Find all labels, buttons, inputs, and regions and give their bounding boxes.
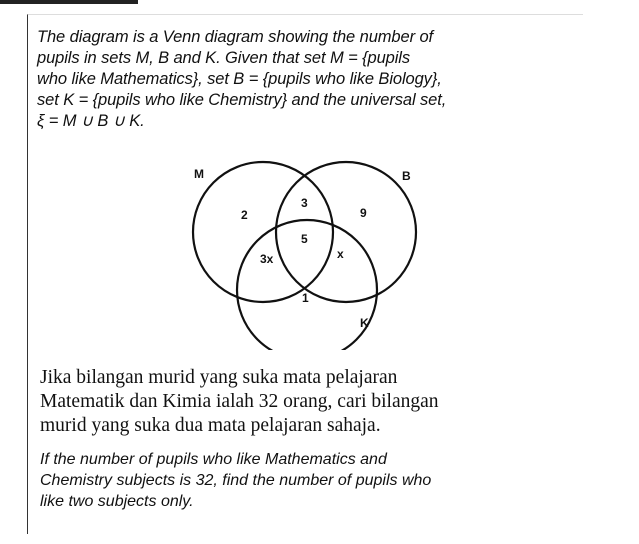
region-b-and-k: x: [337, 247, 344, 261]
english-line: If the number of pupils who like Mathematics and: [40, 451, 387, 468]
region-b-only: 9: [360, 206, 367, 220]
venn-diagram: [170, 150, 440, 350]
set-label-b: B: [402, 169, 411, 183]
region-m-only: 2: [241, 208, 248, 222]
region-m-and-k: 3x: [260, 252, 274, 266]
top-rule: [0, 0, 138, 4]
region-k-only: 1: [302, 291, 309, 305]
question-english: [40, 449, 585, 512]
intro-line: who like Mathematics}, set B = {pupils who like Biology},: [37, 70, 442, 88]
intro-line: The diagram is a Venn diagram showing the number of: [37, 28, 434, 46]
set-label-m: M: [194, 167, 204, 181]
english-line: like two subjects only.: [40, 493, 194, 510]
intro-line: ξ = M ∪ B ∪ K.: [37, 112, 145, 130]
circle-m: [193, 162, 333, 302]
intro-line: pupils in sets M, B and K. Given that set M = {pupils: [37, 49, 411, 67]
set-label-k: K: [360, 316, 369, 330]
malay-line: Jika bilangan murid yang suka mata pelajaran: [40, 367, 398, 388]
region-m-and-b: 3: [301, 196, 308, 210]
english-line: Chemistry subjects is 32, find the number of pupils who: [40, 472, 432, 489]
malay-line: Matematik dan Kimia ialah 32 orang, cari bilangan: [40, 391, 439, 412]
malay-line: murid yang suka dua mata pelajaran sahaja.: [40, 415, 381, 436]
question-malay: [40, 366, 585, 438]
region-all-three: 5: [301, 232, 308, 246]
intro-line: set K = {pupils who like Chemistry} and the universal set,: [37, 91, 447, 109]
question-intro: [37, 27, 582, 132]
